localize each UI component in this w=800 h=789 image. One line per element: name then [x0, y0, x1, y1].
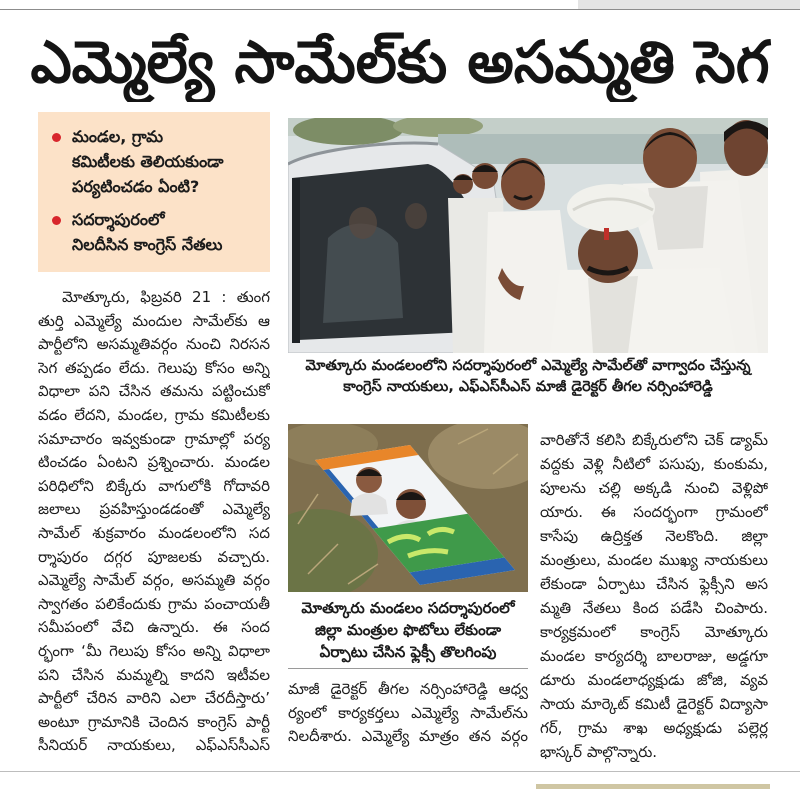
highlight-item — [48, 207, 262, 257]
text-line: పని చేసిన మమ్మల్ని కాదని ఇటీవల — [38, 665, 270, 684]
highlights-box — [38, 112, 270, 272]
previous-article-edge — [578, 0, 800, 9]
photo-main-caption — [288, 356, 768, 398]
text-line: ఎమ్మెల్యే సామేల్ వర్గం, అసమ్మతి వర్గం — [38, 571, 270, 590]
text-line: సెగ తప్పడం లేదు. గెలుపు కోసం అన్ని — [38, 358, 270, 377]
text-line: జలాలు ప్రవహిస్తుండడంతో ఎమ్మెల్యే — [38, 500, 270, 519]
text-line: విధాలా పని చేసిన తమను పట్టించుకో — [38, 382, 270, 401]
text-line: పార్టీలోని అసమ్మతివర్గం నుంచి నిరసన — [38, 335, 270, 354]
text-line: పరిధిలోని బిక్కేరు వాగులోకి గోదావరి — [38, 476, 270, 495]
text-line: పార్టీలో చేరిన వారిని ఎలా చేరదీస్తారు’ — [38, 689, 270, 708]
text-line: అంటూ గ్రామానికి చెందిన కాంగ్రెస్ పార్టీ — [38, 712, 270, 731]
tilak — [604, 228, 609, 240]
text-line: స్వాగతం పలికేందుకు గ్రామ పంచాయతీ — [38, 594, 270, 613]
caption-line: ఏర్పాటు చేసిన ఫ్లెక్సీ తొలగింపు — [319, 643, 497, 661]
article-column-middle — [288, 678, 528, 749]
photo-main-image — [288, 118, 768, 353]
highlight-line: నిలదీసిన కాంగ్రెస్ నేతలు — [72, 235, 223, 254]
text-line: ర్భంగా ‘మీ గెలుపు కోసం అన్ని విధాలా — [38, 641, 270, 660]
headline: ఎమ్మెల్యే సామేల్‌కు అసమ్మతి సెగ — [30, 28, 770, 96]
photo-flex-image — [288, 424, 528, 592]
text-line: తుర్తి ఎమ్మెల్యే మందుల సామేల్‌కు ఆ — [38, 311, 270, 330]
next-article-edge — [536, 784, 770, 789]
highlight-line: కమిటీలకు తెలియకుండా — [72, 152, 224, 171]
text-line: టించడం ఏంటని ప్రశ్నించారు. మండల — [38, 453, 270, 472]
highlight-item — [48, 124, 262, 199]
text-line: సమాచారం ఇవ్వకుండా గ్రామాల్లో పర్య — [38, 429, 270, 448]
highlight-text — [72, 207, 262, 257]
photo-mla-argument — [288, 118, 768, 353]
text-line: మంత్రులు, మండల ముఖ్య నాయకులు — [540, 551, 768, 569]
water — [438, 134, 768, 164]
text-line: డూరు మండలాధ్యక్షుడు జోజి, వ్యవ — [540, 671, 768, 689]
highlight-line: మండల, గ్రామ — [72, 127, 164, 146]
bullet-icon — [52, 133, 61, 142]
caption-line: మోత్కూరు మండలం సదర్శాపురంలో — [301, 599, 515, 617]
caption-line: మోత్కూరు మండలంలోని సదర్శాపురంలో ఎమ్మెల్యే సామేల్‌తో వాగ్వాదం చేస్తున్న — [305, 358, 751, 374]
bullet-icon — [52, 216, 61, 225]
text-line: నిలదీశారు. ఎమ్మెల్యే మాత్రం తన వర్గం — [288, 727, 528, 746]
caption-line: కాంగ్రెస్ నాయకులు, ఎఫ్ఎస్‌సీఎస్ మాజీ డైరెక్టర్ తీగల నర్సింహారెడ్డి — [343, 379, 713, 395]
highlight-line: సదర్శాపురంలో — [72, 210, 165, 229]
highlight-line: పర్యటించడం ఏంటి? — [72, 177, 200, 196]
article-column-left — [38, 286, 270, 758]
photo-torn-flex — [288, 424, 528, 592]
text-line: కాసేపు ఉద్రిక్తత నెలకొంది. జిల్లా — [540, 527, 768, 545]
article-column-right — [540, 428, 768, 764]
text-line: మాజీ డైరెక్టర్ తీగల నర్సింహారెడ్డి ఆధ్వ — [288, 680, 528, 698]
text-line: సాయ మార్కెట్ కమిటీ డైరెక్టర్ విద్యాసా — [540, 695, 768, 713]
text-line: వడం లేదని, మండల, గ్రామ కమిటీలకు — [38, 405, 270, 424]
text-line: మోత్కూరు, ఫిబ్రవరి 21 : తుంగ — [62, 288, 270, 306]
text-line: కార్యక్రమంలో కాంగ్రెస్ మోత్కూరు — [540, 623, 768, 641]
text-line: ర్యంలో కార్యకర్తలు ఎమ్మెల్యే సామేల్‌ను — [288, 703, 528, 722]
text-line: సీనియర్ నాయకులు, ఎఫ్ఎస్‌సీఎస్ — [38, 736, 270, 755]
text-line: వారితోనే కలిసి బిక్కేరులోని చెక్ డ్యామ్ — [540, 431, 768, 449]
text-line: గర్, గ్రామ శాఖ అధ్యక్షుడు పల్లెర్ల — [540, 719, 768, 737]
text-line: యారు. ఈ సందర్భంగా గ్రామంలో — [540, 503, 768, 521]
text-line: మ్మతి నేతలు కింద పడేసి చింపారు. — [540, 599, 768, 617]
top-divider — [0, 9, 800, 10]
text-line: వద్దకు వెళ్లి నీటిలో పసుపు, కుంకుమ, — [540, 455, 768, 473]
text-line: సామేల్ శుక్రవారం మండలంలోని సద — [38, 523, 270, 542]
bottom-divider — [0, 771, 800, 772]
text-line: ర్శాపురం దగ్గర పూజలకు వచ్చారు. — [38, 547, 270, 566]
photo-flex-caption — [288, 597, 528, 663]
text-line: మండల కార్యదర్శి బాలరాజు, అడ్డగూ — [540, 647, 768, 665]
turban — [567, 184, 655, 232]
text-line: సమీపంలో వేచి ఉన్నారు. ఈ సంద — [38, 618, 270, 637]
caption-line: జిల్లా మంత్రుల ఫొటోలు లేకుండా — [314, 621, 501, 639]
caption-divider — [288, 668, 528, 669]
text-line: పూలను చల్లి అక్కడి నుంచి వెళ్లిపో — [540, 479, 768, 497]
highlight-text — [72, 124, 262, 199]
text-line: లేకుండా ఏర్పాటు చేసిన ఫ్లెక్సీని అస — [540, 575, 768, 593]
text-line: భాస్కర్ పాల్గొన్నారు. — [540, 743, 658, 761]
